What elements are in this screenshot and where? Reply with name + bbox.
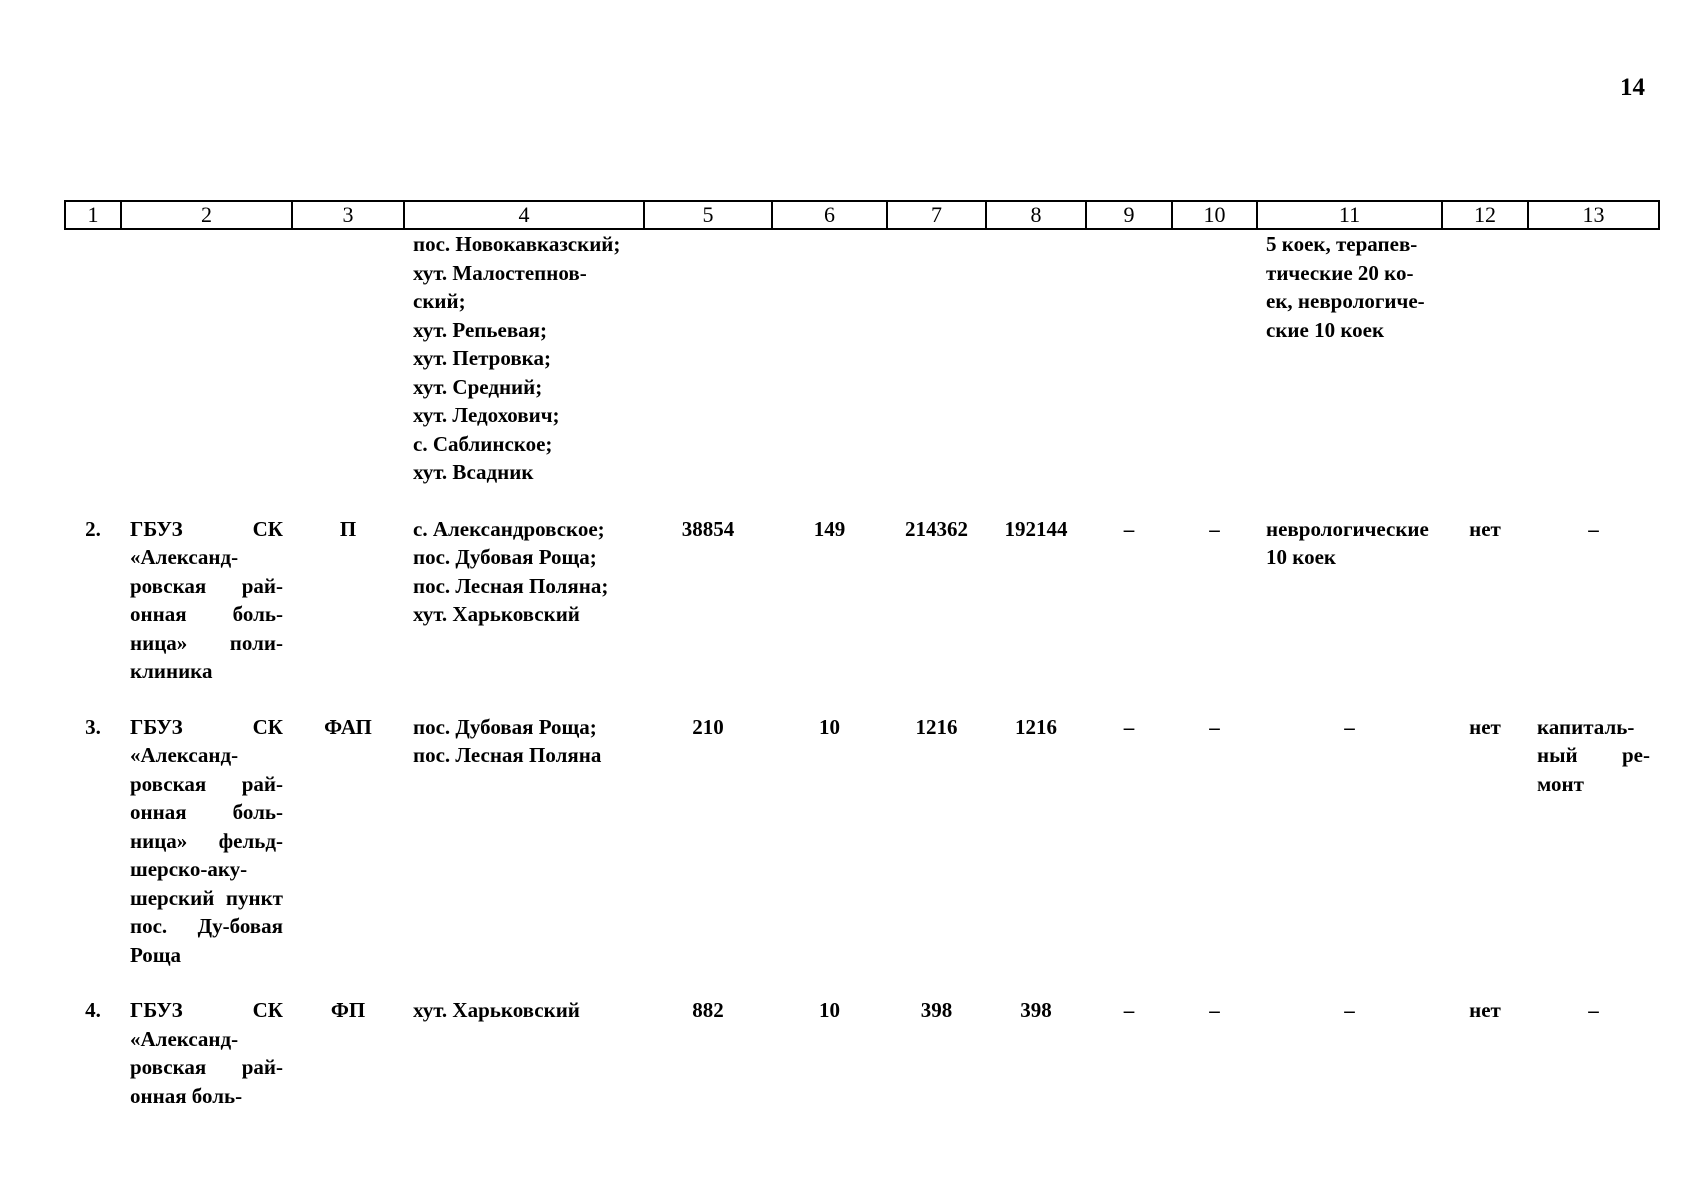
served-settlements: пос. Дубовая Роща; пос. Лесная Поляна [413, 714, 602, 767]
column-header-1: 1 [65, 201, 121, 229]
cell-col-10: – [1209, 998, 1220, 1022]
cell-col-10: – [1209, 516, 1220, 541]
cell-col-11: – [1344, 714, 1355, 739]
column-header-7: 7 [887, 201, 986, 229]
served-settlements: хут. Харьковский [413, 998, 580, 1022]
cell-col-8: 1216 [1015, 714, 1057, 739]
table-row [65, 996, 1659, 1110]
column-header-5: 5 [644, 201, 772, 229]
cell-col-6: 10 [819, 714, 840, 739]
column-header-8: 8 [986, 201, 1086, 229]
cell-col-6: 10 [819, 998, 840, 1022]
cell-col-8: 192144 [1004, 516, 1068, 541]
cell-col-13: – [1588, 998, 1599, 1022]
column-header-11: 11 [1257, 201, 1442, 229]
served-settlements: с. Александровское; пос. Дубовая Роща; пос. Лесная Поляна; хут. Харьковский [413, 516, 609, 626]
cell-col-7: 1216 [915, 714, 958, 739]
cell-col-5: 210 [692, 714, 724, 739]
column-number-header-row [65, 201, 1659, 229]
cell-col-6: 149 [813, 516, 846, 541]
cell-col-12: нет [1469, 998, 1501, 1022]
facility-name: ГБУЗ СК «Александ-ровская рай-онная боль-ница» фельд-шерско-аку-шерский пункт пос. Ду-бовая Роща [130, 714, 283, 967]
column-header-2: 2 [121, 201, 292, 229]
continuation-settlements: пос. Новокавказский; хут. Малостепнов- ский; хут. Репьевая; хут. Петровка; хут. Средний; хут. Ледохович; с. Саблинское; хут. Всадник [413, 232, 621, 484]
cell-col-11: – [1344, 998, 1355, 1022]
cell-col-7: 398 [920, 998, 953, 1022]
continuation-row [65, 229, 1659, 515]
table-row [65, 713, 1659, 997]
table-row [65, 515, 1659, 713]
cell-col-5: 38854 [681, 516, 735, 541]
cell-col-5: 882 [692, 998, 724, 1022]
facility-type: ФАП [324, 714, 372, 739]
facility-name: ГБУЗ СК «Александ-ровская рай-онная боль-ница» поли-клиника [130, 516, 283, 683]
column-header-3: 3 [292, 201, 404, 229]
row-number: 4. [85, 998, 101, 1022]
facility-type: П [339, 516, 357, 541]
cell-col-12: нет [1469, 714, 1501, 739]
cell-col-13: – [1588, 516, 1599, 541]
cell-col-11: неврологические 10 коек [1266, 516, 1429, 569]
cell-col-8: 398 [1020, 998, 1052, 1022]
column-header-6: 6 [772, 201, 887, 229]
column-header-4: 4 [404, 201, 644, 229]
column-header-10: 10 [1172, 201, 1257, 229]
cell-col-10: – [1209, 714, 1220, 739]
health-facilities-table [64, 200, 1660, 1110]
cell-col-9: – [1123, 516, 1135, 541]
facility-type: ФП [330, 998, 366, 1022]
continuation-beds: 5 коек, терапев- тические 20 ко- ек, неврологиче- ские 10 коек [1266, 232, 1425, 342]
cell-col-7: 214362 [905, 516, 968, 541]
column-header-9: 9 [1086, 201, 1172, 229]
cell-col-12: нет [1469, 516, 1501, 541]
cell-col-13: капиталь-ный ре-монт [1537, 714, 1650, 796]
row-number: 3. [85, 714, 101, 739]
page-number: 14 [1620, 74, 1645, 101]
facility-name: ГБУЗ СК «Александ-ровская рай-онная боль- [130, 998, 283, 1108]
cell-col-9: – [1123, 998, 1135, 1022]
cell-col-9: – [1123, 714, 1135, 739]
column-header-13: 13 [1528, 201, 1659, 229]
row-number: 2. [85, 516, 101, 541]
column-header-12: 12 [1442, 201, 1528, 229]
